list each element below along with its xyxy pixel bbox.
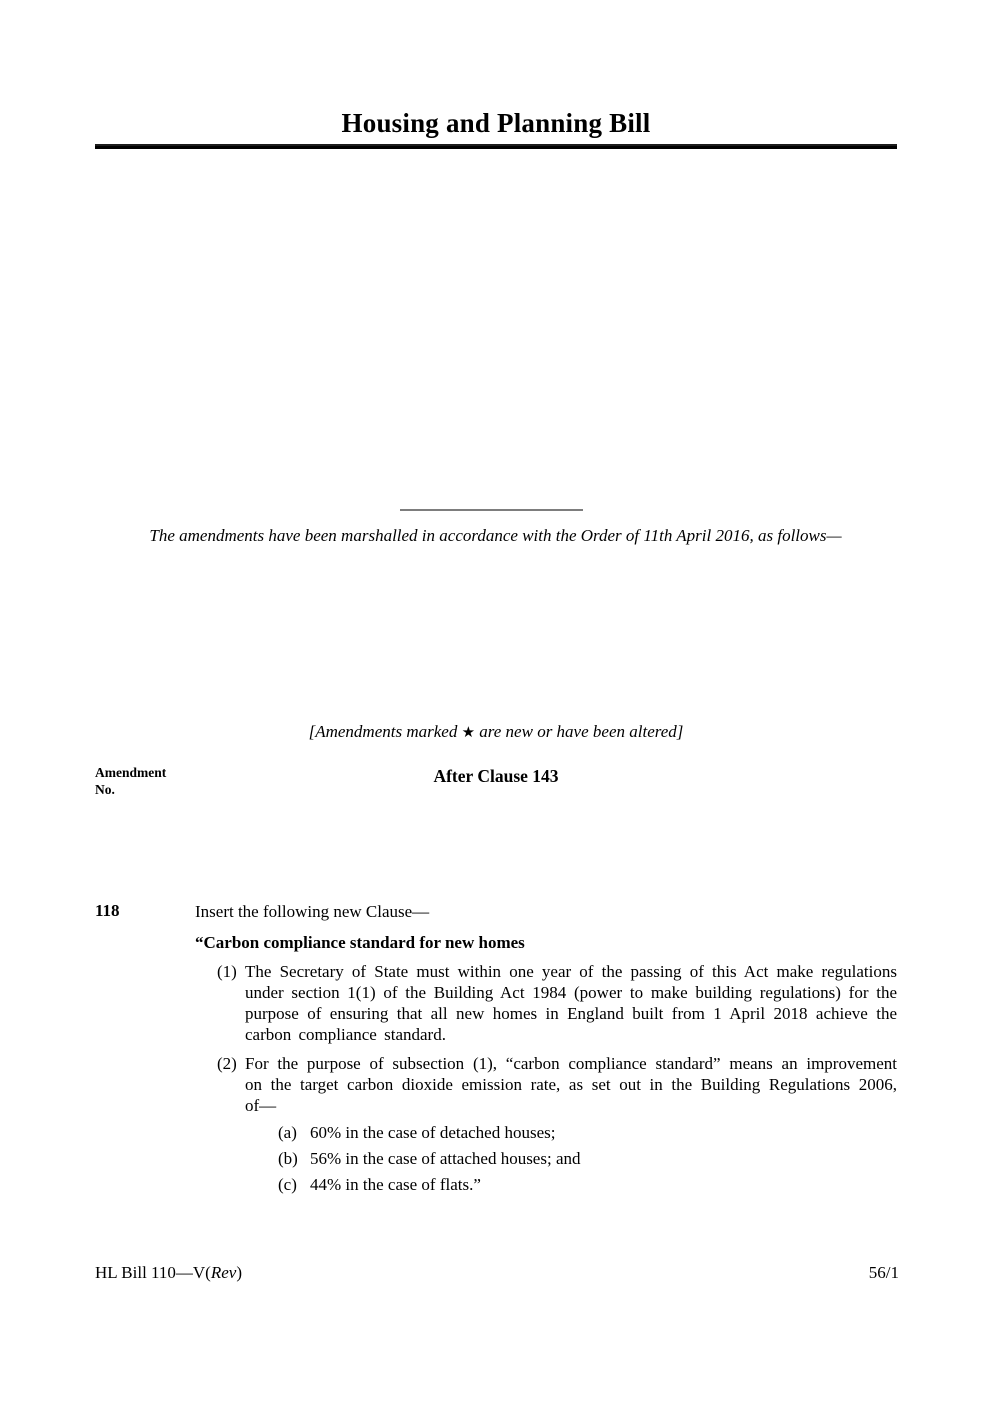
margin-label-line1: Amendment [95,765,167,780]
bill-ref-rev: Rev [210,1263,237,1282]
bill-title: Housing and Planning Bill [341,108,651,138]
page-number: 56/1 [868,1263,899,1282]
amendment-instruction: Insert the following new Clause— [195,902,430,921]
star-note-prefix: [Amendments marked [308,722,462,741]
subsection-list [195,961,897,1195]
clause-item-number: (c) [278,1175,297,1194]
section-divider-rule [400,509,583,511]
clause-item-number: (a) [278,1123,297,1142]
bill-ref-suffix: ) [236,1263,243,1282]
subsection-number: (1) [217,962,237,981]
amendment-body [195,901,897,1195]
star-legend-note [95,722,897,742]
subsection [195,961,897,1045]
clause-item-number: (b) [278,1149,298,1168]
subsection [195,1053,897,1195]
star-icon: ★ [461,725,476,741]
clause-item-text: 56% in the case of attached houses; and [310,1149,581,1168]
clause-item [245,1174,897,1195]
amendment-118 [95,901,897,1195]
clause-item [245,1148,897,1169]
bill-ref-prefix: HL Bill 110—V( [95,1263,211,1282]
clause-item-text: 44% in the case of flats.” [310,1175,481,1194]
clause-item [245,1122,897,1143]
margin-label-line2: No. [95,782,115,797]
subsection-number: (2) [217,1054,237,1073]
subsection-text: For the purpose of subsection (1), “carbon compliance standard” means an improvement on the target carbon dioxide emission rate, as set out in the Building Regulations 2006, of— [245,1054,897,1115]
amendment-number: 118 [95,901,120,920]
title-rule [95,144,897,149]
star-note-suffix: are new or have been altered] [475,722,684,741]
bill-reference [95,1263,242,1283]
clause-item-text: 60% in the case of detached houses; [310,1123,556,1142]
marshalling-note: The amendments have been marshalled in accordance with the Order of 11th April 2016, as follows— [149,526,842,545]
page-footer [95,1263,899,1283]
subsection-text: The Secretary of State must within one year of the passing of this Act make regulations under section 1(1) of the Building Act 1984 (power to make building regulations) for the purpose of ensuring that all new homes in England built from 1 April 2018 achieve the carbon compliance standard. [245,962,897,1044]
subsection-items [245,1122,897,1195]
place-heading: After Clause 143 [433,766,559,786]
new-clause-title: “Carbon compliance standard for new homes [195,933,525,952]
